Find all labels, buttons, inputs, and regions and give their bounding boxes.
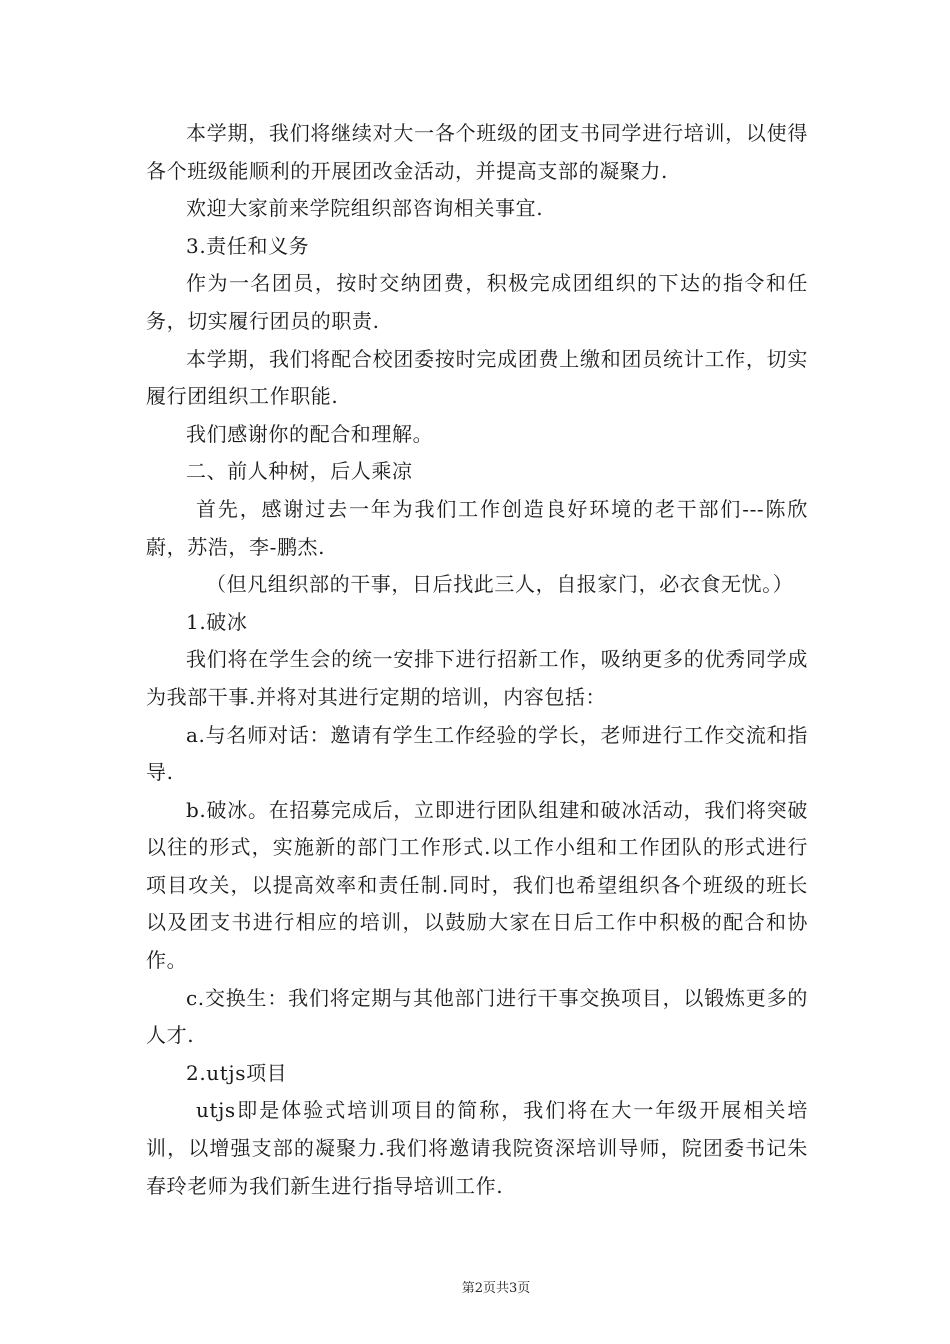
section-heading: 1.破冰 (186, 609, 248, 634)
paragraph: 我们感谢你的配合和理解。 (186, 421, 434, 446)
paragraph: 作为一名团员，按时交纳团费，积极完成团组织的下达的指令和任务，切实履行团员的职责. (146, 271, 808, 333)
paragraph: utjs即是体验式培训项目的简称，我们将在大一年级开展相关培训，以增强支部的凝聚力.我们将邀请我院资深培训导师，院团委书记朱春玲老师为我们新生进行指导培训工作. (146, 1098, 808, 1198)
section-heading: 3.责任和义务 (186, 233, 310, 258)
document-body (146, 115, 808, 1205)
list-item: b.破冰。在招募完成后，立即进行团队组建和破冰活动，我们将突破以往的形式，实施新的部门工作形式.以工作小组和工作团队的形式进行项目攻关，以提高效率和责任制.同时，我们也希望组织各个班级的班长以及团支书进行相应的培训，以鼓励大家在日后工作中积极的配合和协作。 (146, 797, 808, 973)
section-heading: 2.utjs项目 (186, 1060, 288, 1085)
paragraph: 首先，感谢过去一年为我们工作创造良好环境的老干部们---陈欣蔚，苏浩，李-鹏杰. (146, 496, 808, 559)
list-item: a.与名师对话：邀请有学生工作经验的学长，老师进行工作交流和指导. (146, 722, 808, 785)
paragraph: 欢迎大家前来学院组织部咨询相关事宜. (186, 196, 544, 221)
section-heading: 二、前人种树，后人乘凉 (186, 459, 413, 484)
page-number: 第2页共3页 (461, 1281, 531, 1296)
paragraph: 本学期，我们将配合校团委按时完成团费上缴和团员统计工作，切实履行团组织工作职能. (146, 346, 808, 409)
list-item: c.交换生：我们将定期与其他部门进行干事交换项目，以锻炼更多的人才. (146, 985, 808, 1048)
paragraph: （但凡组织部的干事，日后找此三人，自报家门，必衣食无忧。） (206, 572, 794, 597)
paragraph: 我们将在学生会的统一安排下进行招新工作，吸纳更多的优秀同学成为我部干事.并将对其进行定期的培训，内容包括： (146, 647, 808, 709)
page-footer (0, 1277, 950, 1296)
paragraph: 本学期，我们将继续对大一各个班级的团支书同学进行培训，以使得各个班级能顺利的开展团改金活动，并提高支部的凝聚力. (146, 121, 808, 183)
